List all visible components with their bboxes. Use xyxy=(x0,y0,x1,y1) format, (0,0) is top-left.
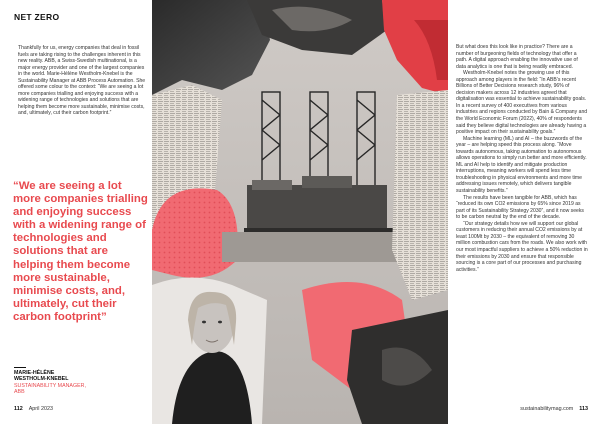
right-paragraph: Machine learning (ML) and AI – the buzzwords of the year – are helping speed this process along. “Move towards autonomous, taking automation to autonomous allows operations to simply run better and more efficiently. ML and AI help to identify and mitigate production interruptions, meaning workers will spend less time troubleshooting in physical environments and more time addressing issues remotely, which delivers tangible sustainability benefits.” xyxy=(456,135,587,195)
section-label: NET ZERO xyxy=(14,12,60,22)
attribution-rule xyxy=(14,367,26,368)
right-paragraph: The results have been tangible for ABB, which has “reduced its own CO2 emissions by 65% since 2019 as part of its Sustainability Strategy 2030”, and it now seeks to be carbon neutral by the end of the decade. xyxy=(456,194,584,221)
site-url: sustainabilitymag.com xyxy=(520,406,574,412)
attribution-role-line2: ABB xyxy=(14,389,25,396)
right-paragraph: “Our strategy details how we will support our global customers in reducing their annual CO2 emissions by at least 100Mt by 2030 – the equivalent of removing 30 million combustion cars from the roads. We also work with our most impactful suppliers to achieve a 50% reduction in their emissions by 2030 and ensure that responsible sourcing is a core part of our processes and purchasing activities.” xyxy=(456,220,588,273)
left-page-number: 112 xyxy=(14,406,23,412)
collage-image xyxy=(152,0,448,424)
attribution-name-line2: WESTHOLM-KNEBEL xyxy=(14,376,69,383)
left-paragraph: Thankfully for us, energy companies that deal in fossil fuels are taking rising to the challenges inherent in this new reality. ABB, a Swiss-Swedish multinational, is a major energy provider and one of the largest companies in the world. Marie-Hélène Westholm-Knebel is the Sustainability Manager at ABB Process Automation. She offered some colour to the context: “We are seeing a lot more companies trialling and enjoying success with a widening range of technologies and solutions that are helping them become more sustainable, minimise costs, and, ultimately, cut their carbon footprint.” xyxy=(18,45,146,117)
collage-illustration xyxy=(152,0,448,424)
right-page-number: 113 xyxy=(579,406,588,412)
left-folio xyxy=(14,406,53,412)
right-paragraph: But what does this look like in practice? There are a number of burgeoning fields of technology that offer a path. A digital approach enabling the innovative use of data analytics is one that is being readily embraced. xyxy=(456,44,578,70)
left-page xyxy=(0,0,152,424)
attribution xyxy=(14,370,144,396)
right-folio xyxy=(520,406,588,412)
pull-quote: “We are seeing a lot more companies trialling and enjoying success with a widening range of technologies and solutions that are helping them become more sustainable, minimise costs, and, ultimately, cut their carbon footprint” xyxy=(13,180,148,323)
right-body-text xyxy=(456,44,588,273)
right-paragraph: Westholm-Knebel notes the growing use of this approach among players in the field: “In ABB’s recent Billions of Better Decisions research study, 96% of decision makers across 12 industries agreed that digitalisation was essential to achieve sustainability goals. In a recent survey of 400 executives from various industries and regions conducted by Bain & Company and the World Economic Forum (2022), 40% of respondents said they believe digital technologies are already having a positive impact on their sustainability goals.” xyxy=(456,70,588,136)
attribution-role-line1: SUSTAINABILITY MANAGER, xyxy=(14,382,86,389)
attribution-name-line1: MARIE-HÉLÈNE xyxy=(14,370,55,376)
left-body-text xyxy=(18,45,146,117)
issue-date: April 2023 xyxy=(28,406,53,412)
